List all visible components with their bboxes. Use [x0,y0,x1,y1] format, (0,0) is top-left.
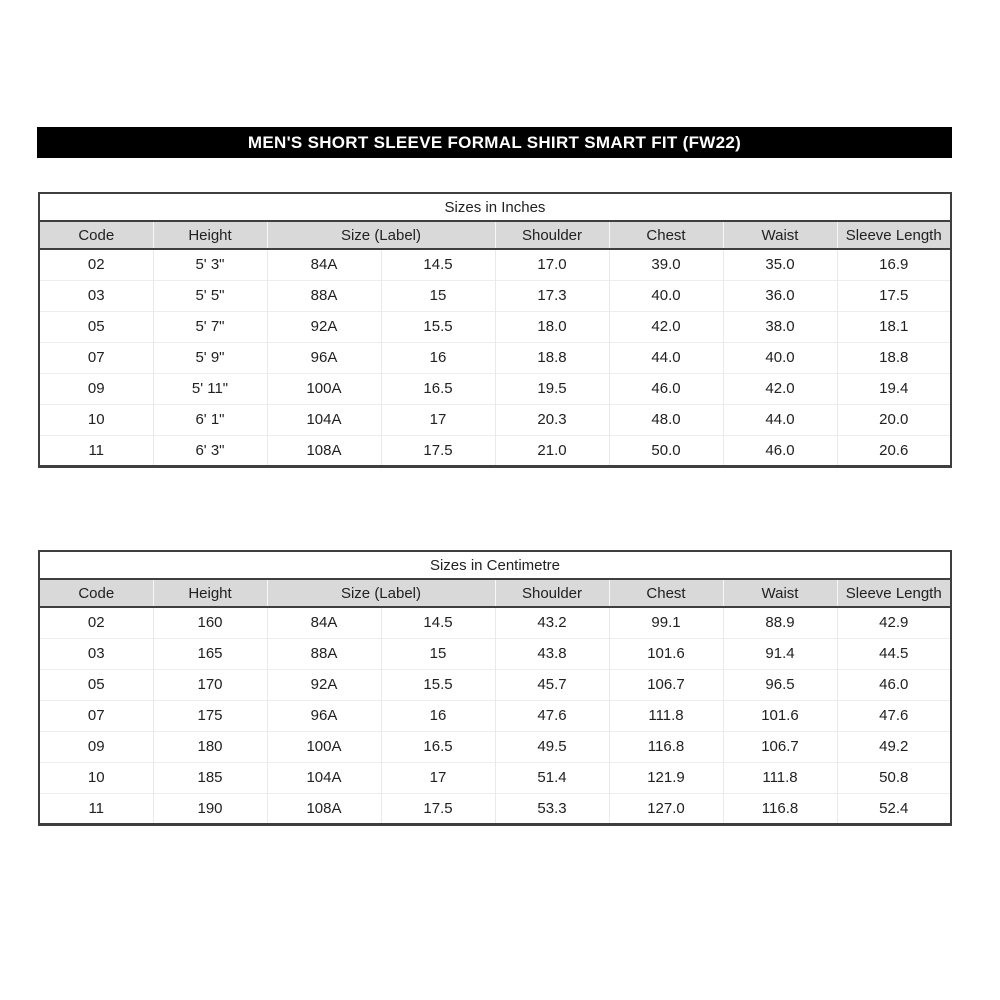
height-cell: 5' 11" [153,373,267,404]
waist-cell: 106.7 [723,731,837,762]
chest-cell: 50.0 [609,435,723,466]
shoulder-cell: 47.6 [495,700,609,731]
size-label-cell: 92A [267,311,381,342]
code-cell: 03 [39,280,153,311]
shoulder-cell: 17.3 [495,280,609,311]
chest-cell: 116.8 [609,731,723,762]
code-cell: 05 [39,311,153,342]
code-cell: 02 [39,249,153,280]
sleeve-length-cell: 46.0 [837,669,951,700]
chest-cell: 48.0 [609,404,723,435]
col-header-code: Code [39,579,153,607]
shoulder-cell: 43.8 [495,638,609,669]
sleeve-length-cell: 50.8 [837,762,951,793]
size-label-cell: 84A [267,249,381,280]
code-cell: 11 [39,435,153,466]
col-header-chest: Chest [609,221,723,249]
chest-cell: 46.0 [609,373,723,404]
height-cell: 165 [153,638,267,669]
waist-cell: 116.8 [723,793,837,824]
shoulder-cell: 49.5 [495,731,609,762]
waist-cell: 96.5 [723,669,837,700]
chest-cell: 106.7 [609,669,723,700]
code-cell: 07 [39,342,153,373]
shoulder-cell: 51.4 [495,762,609,793]
table-row [39,373,951,404]
size-label-cell: 96A [267,342,381,373]
code-cell: 10 [39,404,153,435]
chest-cell: 127.0 [609,793,723,824]
table-row [39,669,951,700]
waist-cell: 36.0 [723,280,837,311]
waist-cell: 42.0 [723,373,837,404]
sizes-in-centimetre-section [38,550,952,826]
table-row [39,731,951,762]
waist-cell: 44.0 [723,404,837,435]
shoulder-cell: 17.0 [495,249,609,280]
size-value-cell: 16.5 [381,373,495,404]
height-cell: 170 [153,669,267,700]
table-caption-row [39,193,951,221]
size-label-cell: 108A [267,793,381,824]
shoulder-cell: 45.7 [495,669,609,700]
size-label-cell: 104A [267,762,381,793]
size-value-cell: 15.5 [381,669,495,700]
chest-cell: 121.9 [609,762,723,793]
shoulder-cell: 20.3 [495,404,609,435]
chest-cell: 99.1 [609,607,723,638]
sleeve-length-cell: 47.6 [837,700,951,731]
col-header-shoulder: Shoulder [495,221,609,249]
code-cell: 11 [39,793,153,824]
waist-cell: 111.8 [723,762,837,793]
col-header-size-label: Size (Label) [267,221,495,249]
size-value-cell: 16 [381,342,495,373]
height-cell: 190 [153,793,267,824]
col-header-shoulder: Shoulder [495,579,609,607]
sizes-in-centimetre-table [38,550,952,826]
height-cell: 160 [153,607,267,638]
sleeve-length-cell: 20.6 [837,435,951,466]
size-value-cell: 14.5 [381,249,495,280]
height-cell: 185 [153,762,267,793]
table-row [39,404,951,435]
table-caption: Sizes in Centimetre [39,551,951,579]
size-value-cell: 15.5 [381,311,495,342]
shoulder-cell: 18.8 [495,342,609,373]
waist-cell: 101.6 [723,700,837,731]
table-caption-row [39,551,951,579]
table-row [39,793,951,824]
chest-cell: 101.6 [609,638,723,669]
size-value-cell: 14.5 [381,607,495,638]
chest-cell: 42.0 [609,311,723,342]
height-cell: 5' 9" [153,342,267,373]
chest-cell: 39.0 [609,249,723,280]
table-row [39,342,951,373]
size-value-cell: 17.5 [381,793,495,824]
chest-cell: 44.0 [609,342,723,373]
sleeve-length-cell: 19.4 [837,373,951,404]
title-bar [37,127,952,158]
size-label-cell: 92A [267,669,381,700]
col-header-height: Height [153,579,267,607]
code-cell: 09 [39,373,153,404]
height-cell: 5' 5" [153,280,267,311]
code-cell: 09 [39,731,153,762]
page-title: MEN'S SHORT SLEEVE FORMAL SHIRT SMART FIT (FW22) [247,132,742,152]
shoulder-cell: 19.5 [495,373,609,404]
col-header-height: Height [153,221,267,249]
shoulder-cell: 18.0 [495,311,609,342]
waist-cell: 91.4 [723,638,837,669]
sleeve-length-cell: 16.9 [837,249,951,280]
sleeve-length-cell: 42.9 [837,607,951,638]
table-row [39,280,951,311]
size-value-cell: 17 [381,762,495,793]
table-row [39,249,951,280]
code-cell: 03 [39,638,153,669]
shoulder-cell: 43.2 [495,607,609,638]
waist-cell: 38.0 [723,311,837,342]
chest-cell: 111.8 [609,700,723,731]
size-value-cell: 16.5 [381,731,495,762]
col-header-size-label: Size (Label) [267,579,495,607]
col-header-sleeve-length: Sleeve Length [837,579,951,607]
sleeve-length-cell: 20.0 [837,404,951,435]
size-label-cell: 100A [267,731,381,762]
col-header-waist: Waist [723,579,837,607]
size-label-cell: 104A [267,404,381,435]
height-cell: 175 [153,700,267,731]
size-value-cell: 15 [381,280,495,311]
table-row [39,607,951,638]
size-label-cell: 88A [267,280,381,311]
sizes-in-inches-section [38,192,952,468]
waist-cell: 40.0 [723,342,837,373]
size-label-cell: 100A [267,373,381,404]
size-value-cell: 16 [381,700,495,731]
sleeve-length-cell: 49.2 [837,731,951,762]
shoulder-cell: 53.3 [495,793,609,824]
table-header-row [39,221,951,249]
table-row [39,762,951,793]
table-row [39,435,951,466]
code-cell: 07 [39,700,153,731]
sleeve-length-cell: 44.5 [837,638,951,669]
waist-cell: 88.9 [723,607,837,638]
sizes-in-inches-table [38,192,952,468]
size-value-cell: 17 [381,404,495,435]
height-cell: 5' 3" [153,249,267,280]
height-cell: 6' 3" [153,435,267,466]
table-row [39,700,951,731]
col-header-chest: Chest [609,579,723,607]
size-value-cell: 17.5 [381,435,495,466]
size-label-cell: 88A [267,638,381,669]
col-header-waist: Waist [723,221,837,249]
sleeve-length-cell: 17.5 [837,280,951,311]
sleeve-length-cell: 18.8 [837,342,951,373]
sleeve-length-cell: 18.1 [837,311,951,342]
shoulder-cell: 21.0 [495,435,609,466]
height-cell: 5' 7" [153,311,267,342]
height-cell: 6' 1" [153,404,267,435]
col-header-sleeve-length: Sleeve Length [837,221,951,249]
size-value-cell: 15 [381,638,495,669]
sleeve-length-cell: 52.4 [837,793,951,824]
code-cell: 02 [39,607,153,638]
waist-cell: 46.0 [723,435,837,466]
size-label-cell: 96A [267,700,381,731]
height-cell: 180 [153,731,267,762]
col-header-code: Code [39,221,153,249]
size-label-cell: 84A [267,607,381,638]
code-cell: 10 [39,762,153,793]
waist-cell: 35.0 [723,249,837,280]
table-row [39,311,951,342]
table-header-row [39,579,951,607]
size-label-cell: 108A [267,435,381,466]
table-caption: Sizes in Inches [39,193,951,221]
chest-cell: 40.0 [609,280,723,311]
table-row [39,638,951,669]
code-cell: 05 [39,669,153,700]
